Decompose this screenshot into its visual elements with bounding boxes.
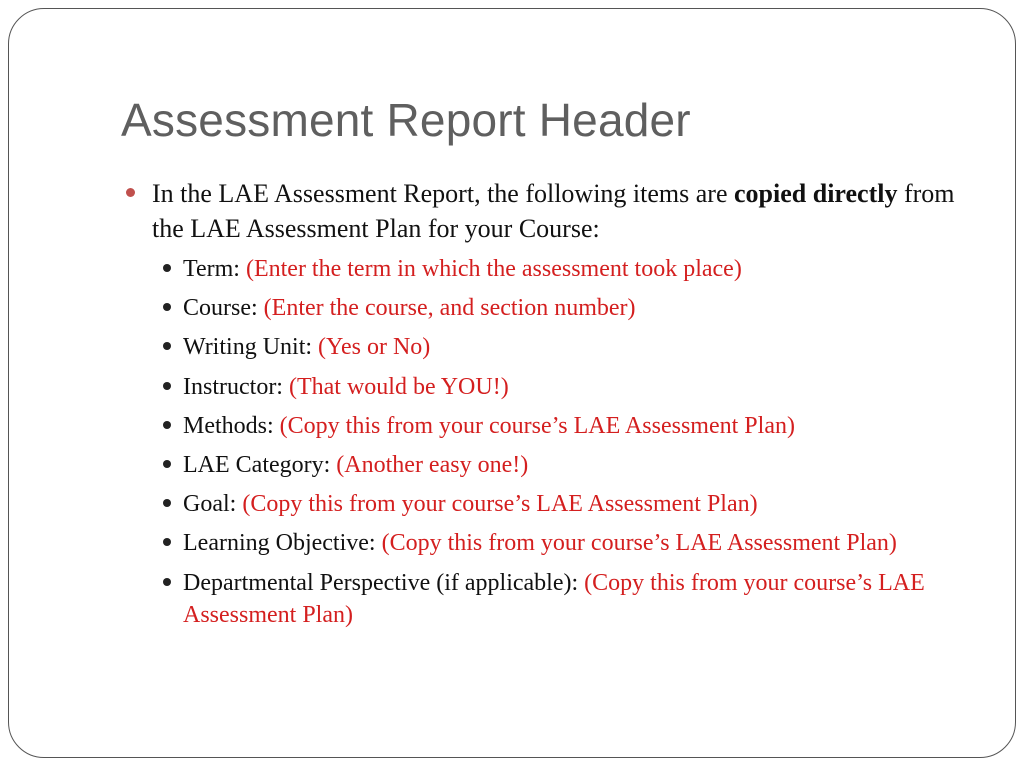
list-item-term [124, 253, 967, 285]
list-item-writing-unit [124, 331, 967, 363]
item-label: Methods: [183, 412, 280, 439]
bullet-dot-icon [163, 264, 171, 272]
list-item-course [124, 292, 967, 324]
slide-body [124, 176, 964, 638]
item-label: Term: [183, 256, 246, 282]
list-item-lae-category [124, 449, 967, 481]
item-label: Instructor: [183, 373, 289, 400]
bullet-dot-icon [163, 342, 171, 350]
item-label: Learning Objective: [183, 530, 382, 557]
item-value: (Copy this from your course’s LAE Assessment Plan) [279, 412, 795, 439]
bullet-dot-icon [163, 499, 171, 507]
slide-title: Assessment Report Header [121, 94, 691, 146]
item-label: LAE Category: [183, 451, 337, 478]
item-label: Departmental Perspective (if applicable): [183, 569, 585, 596]
bullet-dot-icon [163, 460, 171, 468]
header-items-list [124, 253, 964, 631]
item-value: (Copy this from your course’s LAE Assessment Plan) [242, 491, 758, 518]
bullet-dot-icon [126, 188, 135, 197]
list-item-learning-objective [124, 527, 967, 559]
intro-text-bold: copied directly [734, 179, 898, 208]
bullet-dot-icon [163, 538, 171, 546]
bullet-dot-icon [163, 421, 171, 429]
intro-text-after: from the LAE Assessment Plan for your Course: [152, 179, 955, 243]
item-value: (Yes or No) [318, 334, 431, 361]
bullet-dot-icon [163, 303, 171, 311]
intro-text-before: In the LAE Assessment Report, the following items are [152, 179, 735, 208]
item-label: Course: [183, 295, 264, 322]
list-item-instructor [124, 371, 967, 403]
item-label: Writing Unit: [183, 334, 319, 361]
item-value: (That would be YOU!) [288, 373, 509, 400]
item-value: (Copy this from your course’s LAE Assessment Plan) [183, 569, 925, 628]
item-value: (Enter the course, and section number) [263, 295, 636, 322]
bullet-dot-icon [163, 578, 171, 586]
item-label: Goal: [183, 491, 243, 518]
list-item-goal [124, 488, 967, 520]
item-value: (Copy this from your course’s LAE Assessment Plan) [381, 530, 897, 557]
list-item-methods [124, 410, 967, 442]
list-item-departmental-perspective [124, 567, 967, 631]
bullet-dot-icon [163, 382, 171, 390]
slide-frame [8, 8, 1016, 758]
item-value: (Enter the term in which the assessment took place) [245, 256, 742, 282]
intro-bullet [124, 176, 964, 246]
item-value: (Another easy one!) [336, 451, 529, 478]
